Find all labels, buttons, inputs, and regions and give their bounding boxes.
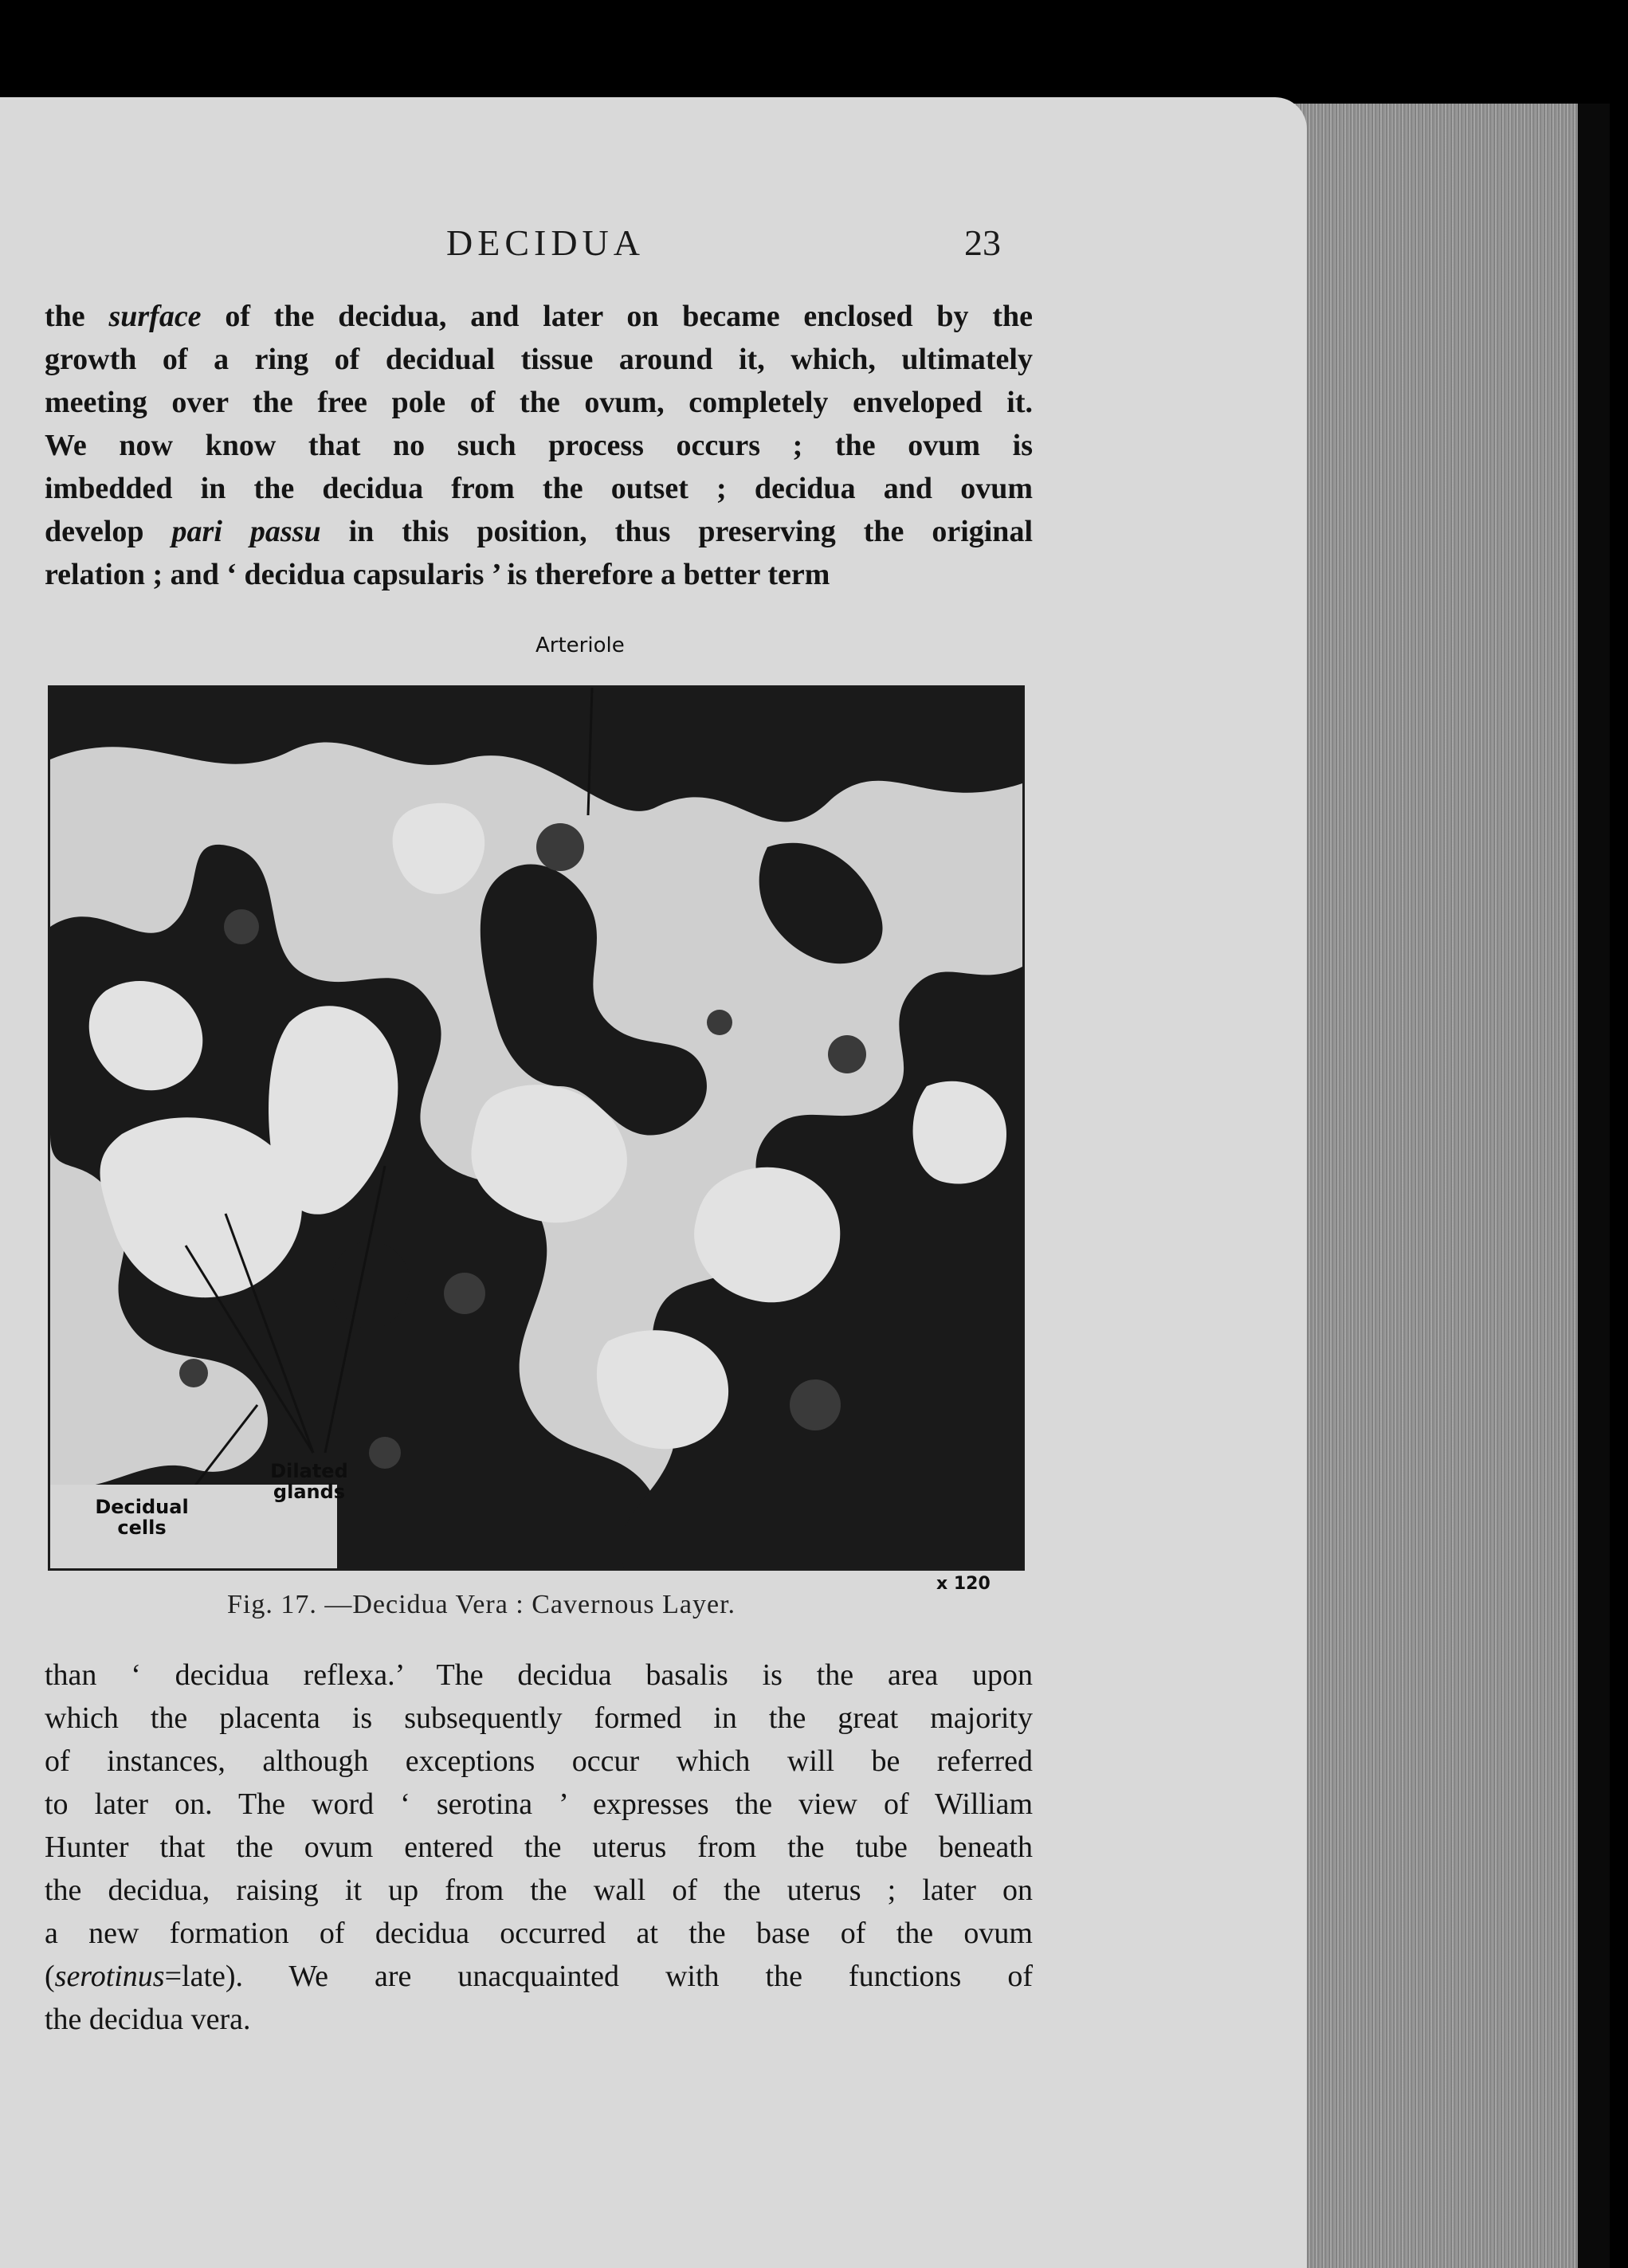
histology-figure	[48, 685, 1025, 1571]
text-line	[45, 553, 1033, 596]
text-line	[45, 338, 1033, 381]
text-line	[45, 1654, 1033, 1697]
text-run: the decidua, raising it up from the wall of the uterus ; later on	[45, 1874, 1033, 1907]
running-head	[0, 215, 1307, 271]
text-line	[45, 1869, 1033, 1912]
italic-run: pari passu	[171, 515, 321, 548]
text-run: (	[45, 1960, 55, 1993]
text-run: meeting over the free pole of the ovum, completely enveloped it.	[45, 386, 1033, 419]
text-run: imbedded in the decidua from the outset ; decidua and ovum	[45, 472, 1033, 505]
page-edges	[1291, 104, 1610, 2268]
magnification-label: x 120	[936, 1574, 991, 1594]
text-run: of instances, although exceptions occur which will be referred	[45, 1744, 1033, 1778]
text-line	[45, 1955, 1033, 1998]
text-run: than ‘ decidua reflexa.’ The decidua basalis is the area upon	[45, 1658, 1033, 1692]
figure-caption-text: Fig. 17. —Decidua Vera : Cavernous Layer.	[227, 1590, 736, 1619]
text-run: relation ; and ‘ decidua capsularis ’ is therefore a better term	[45, 558, 830, 591]
text-run: in this position, thus preserving the original	[320, 515, 1034, 548]
label-arteriole: Arteriole	[535, 634, 625, 657]
paragraph-2	[45, 1654, 1033, 2041]
text-run: =late). We are unacquainted with the functions of	[164, 1960, 1033, 1993]
label-dilated-glands: Dilated glands	[270, 1460, 348, 1503]
text-line	[45, 1826, 1033, 1869]
text-run: the	[45, 300, 109, 333]
text-run: growth of a ring of decidual tissue around it, which, ultimately	[45, 343, 1033, 376]
text-line	[45, 1783, 1033, 1826]
text-run: which the placenta is subsequently formed in the great majority	[45, 1701, 1033, 1735]
text-line	[45, 295, 1033, 338]
italic-run: surface	[108, 300, 202, 333]
text-run: a new formation of decidua occurred at the base of the ovum	[45, 1917, 1033, 1950]
text-run: to later on. The word ‘ serotina ’ expresses the view of William	[45, 1787, 1033, 1821]
text-line	[45, 510, 1033, 553]
micrograph-illustration	[50, 688, 1022, 1568]
text-line	[45, 424, 1033, 467]
text-line	[45, 1912, 1033, 1955]
text-run: the decidua vera.	[45, 2003, 251, 2036]
text-line	[45, 381, 1033, 424]
text-run: Hunter that the ovum entered the uterus from the tube beneath	[45, 1830, 1033, 1864]
text-line	[45, 1697, 1033, 1740]
text-run: We now know that no such process occurs ; the ovum is	[45, 429, 1033, 462]
text-line	[45, 467, 1033, 510]
italic-run: serotinus	[54, 1960, 165, 1993]
text-line	[45, 1998, 1033, 2041]
text-run: of the decidua, and later on became enclosed by the	[201, 300, 1034, 333]
text-run: develop	[45, 515, 172, 548]
label-decidual-cells: Decidual cells	[95, 1496, 189, 1539]
text-line	[45, 1740, 1033, 1783]
running-title: DECIDUA	[446, 222, 645, 263]
page-number: 23	[964, 222, 1001, 263]
paragraph-1	[45, 295, 1033, 596]
